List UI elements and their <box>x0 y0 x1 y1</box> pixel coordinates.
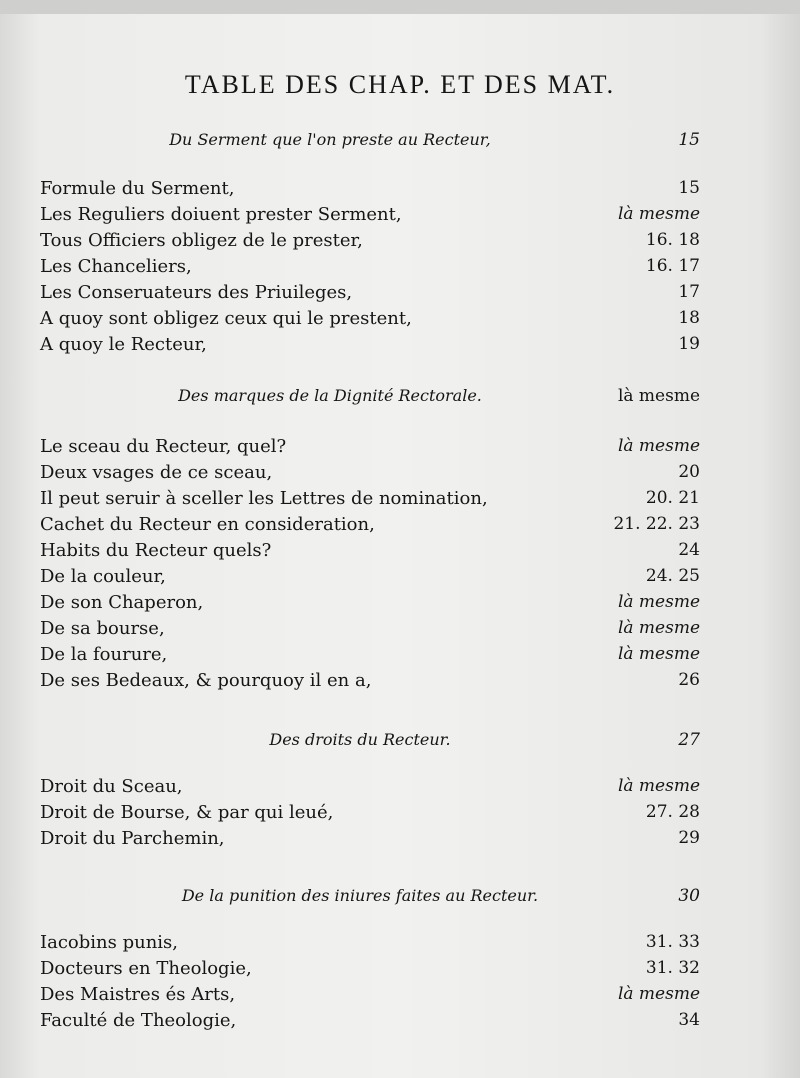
entry-text: Des Maistres és Arts, <box>40 984 236 1005</box>
entry-text: Formule du Serment, <box>40 178 235 199</box>
entry-page: 26 <box>678 670 700 690</box>
entry-page: 31. 33 <box>645 932 700 952</box>
section-heading-text: Des marques de la Dignité Rectorale. <box>178 386 482 405</box>
entry-text: Droit du Parchemin, <box>40 828 225 849</box>
entry-page: là mesme <box>617 984 700 1004</box>
section-heading-text: Des droits du Recteur. <box>269 730 451 749</box>
list-item <box>40 802 700 828</box>
entry-text: Docteurs en Theologie, <box>40 958 252 979</box>
entry-text: Tous Officiers obligez de le prester, <box>40 230 363 251</box>
entry-page: 16. 17 <box>645 256 700 276</box>
list-item <box>40 230 700 256</box>
entry-text: Habits du Recteur quels? <box>40 540 272 561</box>
entry-text: De sa bourse, <box>40 618 165 639</box>
list-item <box>40 566 700 592</box>
entry-text: Iacobins punis, <box>40 932 179 953</box>
entry-text: Les Reguliers doiuent prester Serment, <box>40 204 402 225</box>
section-heading-text: De la punition des iniures faites au Recteur. <box>181 886 539 905</box>
entry-text: Les Chanceliers, <box>40 256 192 277</box>
entry-text: De son Chaperon, <box>40 592 204 613</box>
entry-text: De la couleur, <box>40 566 166 587</box>
section-heading <box>40 384 700 414</box>
list-item <box>40 488 700 514</box>
entry-text: A quoy le Recteur, <box>40 334 207 355</box>
entry-page: 19 <box>678 334 700 354</box>
section-heading-page: 27 <box>678 730 700 750</box>
list-item <box>40 540 700 566</box>
list-item <box>40 308 700 334</box>
entry-page: 24 <box>678 540 700 560</box>
entry-page: 17 <box>678 282 700 302</box>
section-serment <box>40 128 700 360</box>
section-heading-text: Du Serment que l'on preste au Recteur, <box>169 130 491 149</box>
section-heading-page: 15 <box>678 130 700 150</box>
entry-text: Cachet du Recteur en consideration, <box>40 514 375 535</box>
list-item <box>40 618 700 644</box>
list-item <box>40 514 700 540</box>
entry-page: 15 <box>678 178 700 198</box>
entry-page: 31. 32 <box>645 958 700 978</box>
section-heading <box>40 884 700 914</box>
section-punition <box>40 884 700 1036</box>
list-item <box>40 462 700 488</box>
entry-text: Le sceau du Recteur, quel? <box>40 436 287 457</box>
list-item <box>40 670 700 696</box>
entry-page: 34 <box>678 1010 700 1030</box>
section-droits <box>40 728 700 854</box>
list-item <box>40 204 700 230</box>
list-item <box>40 1010 700 1036</box>
entry-text: Faculté de Theologie, <box>40 1010 237 1031</box>
list-item <box>40 776 700 802</box>
list-item <box>40 334 700 360</box>
entry-text: Deux vsages de ce sceau, <box>40 462 273 483</box>
entry-page: 20. 21 <box>645 488 700 508</box>
list-item <box>40 932 700 958</box>
list-item <box>40 436 700 462</box>
section-marques <box>40 384 700 696</box>
entry-page: 20 <box>678 462 700 482</box>
section-heading <box>40 128 700 158</box>
entry-text: Droit de Bourse, & par qui leué, <box>40 802 334 823</box>
entry-page: 24. 25 <box>645 566 700 586</box>
list-item <box>40 958 700 984</box>
entry-page: 27. 28 <box>645 802 700 822</box>
entry-text: De ses Bedeaux, & pourquoy il en a, <box>40 670 372 691</box>
list-item <box>40 282 700 308</box>
entry-page: là mesme <box>617 776 700 796</box>
list-item <box>40 256 700 282</box>
entry-text: A quoy sont obligez ceux qui le prestent, <box>40 308 412 329</box>
page-edge <box>0 0 800 14</box>
entry-page: 21. 22. 23 <box>613 514 700 534</box>
section-heading-page: 30 <box>678 886 700 906</box>
entry-page: là mesme <box>617 204 700 224</box>
entry-text: Droit du Sceau, <box>40 776 183 797</box>
section-heading <box>40 728 700 758</box>
section-heading-page: là mesme <box>617 386 700 406</box>
entry-page: là mesme <box>617 644 700 664</box>
entry-page: 16. 18 <box>645 230 700 250</box>
entry-page: là mesme <box>617 592 700 612</box>
entry-page: 18 <box>678 308 700 328</box>
entry-text: Les Conseruateurs des Priuileges, <box>40 282 353 303</box>
list-item <box>40 828 700 854</box>
list-item <box>40 984 700 1010</box>
entry-text: De la fourure, <box>40 644 168 665</box>
entry-page: là mesme <box>617 436 700 456</box>
entry-page: là mesme <box>617 618 700 638</box>
entry-page: 29 <box>678 828 700 848</box>
list-item <box>40 644 700 670</box>
page-title: TABLE DES CHAP. ET DES MAT. <box>184 70 616 99</box>
list-item <box>40 178 700 204</box>
entry-text: Il peut seruir à sceller les Lettres de nomination, <box>40 488 488 509</box>
list-item <box>40 592 700 618</box>
